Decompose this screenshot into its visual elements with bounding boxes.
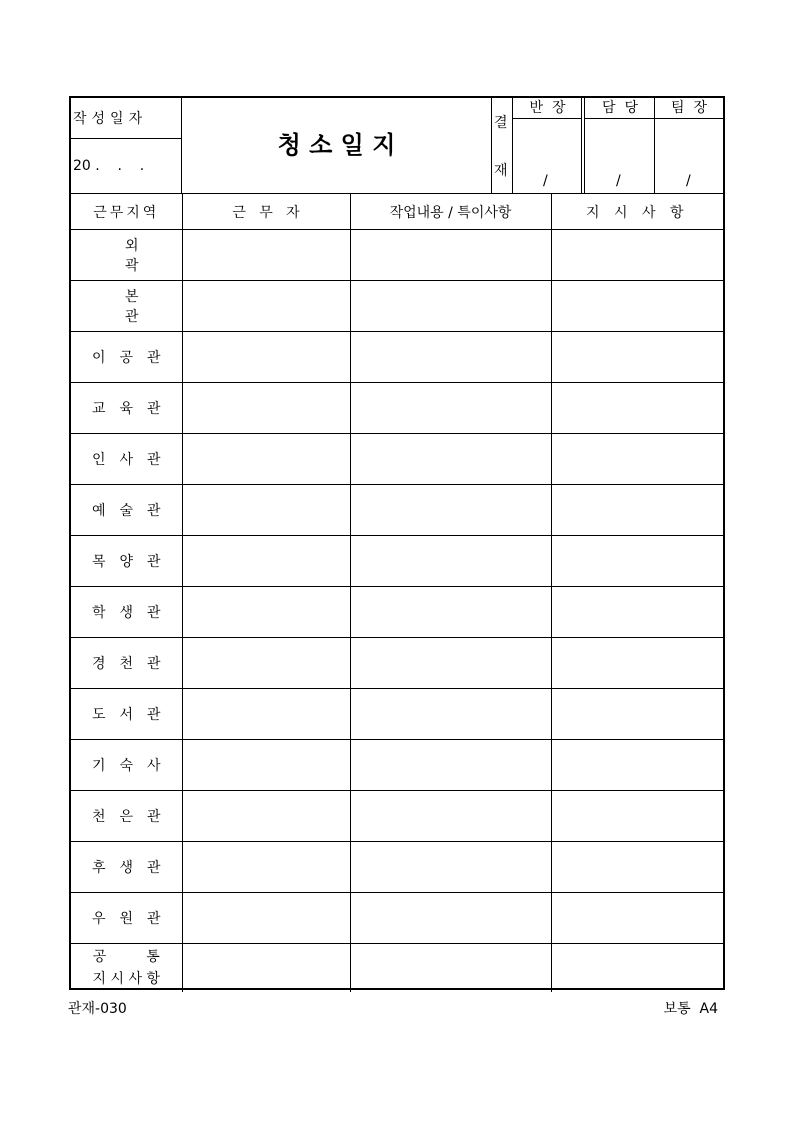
table-row <box>71 281 723 332</box>
worker-cell[interactable] <box>182 485 350 536</box>
work-notes-cell[interactable] <box>350 536 551 587</box>
table-row <box>71 230 723 281</box>
paper-size: 보통 A4 <box>663 1001 718 1017</box>
worker-cell[interactable] <box>182 893 350 944</box>
approver-date: / <box>616 173 621 189</box>
worker-cell[interactable] <box>182 944 350 993</box>
worker-cell[interactable] <box>182 332 350 383</box>
instructions-cell[interactable] <box>551 638 723 689</box>
region-cell: 교육관 <box>71 383 182 434</box>
approver-manager <box>585 98 655 193</box>
work-notes-cell[interactable] <box>350 281 551 332</box>
worker-cell[interactable] <box>182 383 350 434</box>
worker-cell[interactable] <box>182 281 350 332</box>
instructions-cell[interactable] <box>551 485 723 536</box>
work-notes-cell[interactable] <box>350 689 551 740</box>
common-instructions-label: 공 통 지 시 사 항 <box>71 944 182 993</box>
instructions-cell[interactable] <box>551 230 723 281</box>
worker-cell[interactable] <box>182 740 350 791</box>
form-code: 관재-030 <box>68 1001 127 1017</box>
worker-cell[interactable] <box>182 791 350 842</box>
work-notes-cell[interactable] <box>350 842 551 893</box>
table-row <box>71 383 723 434</box>
region-cell: 외곽 <box>71 230 182 281</box>
table-row <box>71 587 723 638</box>
instructions-cell[interactable] <box>551 281 723 332</box>
table-row <box>71 638 723 689</box>
worker-cell[interactable] <box>182 434 350 485</box>
work-notes-cell[interactable] <box>350 638 551 689</box>
work-notes-cell[interactable] <box>350 383 551 434</box>
approver-role: 반 장 <box>513 98 582 119</box>
instructions-cell[interactable] <box>551 740 723 791</box>
instructions-cell[interactable] <box>551 332 723 383</box>
approver-role: 팀 장 <box>655 98 723 119</box>
worker-cell[interactable] <box>182 536 350 587</box>
page-title: 청 소 일 지 <box>182 98 492 193</box>
region-cell: 이공관 <box>71 332 182 383</box>
table-row <box>71 332 723 383</box>
work-notes-cell[interactable] <box>350 944 551 993</box>
worker-cell[interactable] <box>182 638 350 689</box>
form-header <box>71 98 723 193</box>
table-row <box>71 791 723 842</box>
region-cell: 천은관 <box>71 791 182 842</box>
approver-date: / <box>543 173 548 189</box>
column-header-instructions: 지 시 사 항 <box>551 194 723 230</box>
table-row <box>71 485 723 536</box>
approval-label: 결 재 <box>492 98 513 193</box>
date-value: 20 . . . <box>73 158 145 174</box>
region-cell: 후생관 <box>71 842 182 893</box>
region-cell: 목양관 <box>71 536 182 587</box>
cleaning-table <box>71 193 723 992</box>
instructions-cell[interactable] <box>551 842 723 893</box>
worker-cell[interactable] <box>182 587 350 638</box>
instructions-cell[interactable] <box>551 791 723 842</box>
region-cell: 기숙사 <box>71 740 182 791</box>
work-notes-cell[interactable] <box>350 332 551 383</box>
work-notes-cell[interactable] <box>350 230 551 281</box>
approver-role: 담 당 <box>585 98 655 119</box>
date-block <box>71 98 182 193</box>
worker-cell[interactable] <box>182 230 350 281</box>
instructions-cell[interactable] <box>551 536 723 587</box>
column-header-worker: 근 무 자 <box>182 194 350 230</box>
worker-cell[interactable] <box>182 689 350 740</box>
instructions-cell[interactable] <box>551 587 723 638</box>
instructions-cell[interactable] <box>551 689 723 740</box>
region-cell: 경천관 <box>71 638 182 689</box>
work-notes-cell[interactable] <box>350 587 551 638</box>
column-header-work-notes: 작업내용 / 특이사항 <box>350 194 551 230</box>
work-notes-cell[interactable] <box>350 740 551 791</box>
approver-date: / <box>686 173 691 189</box>
approver-director <box>655 98 723 193</box>
table-row <box>71 434 723 485</box>
table-row <box>71 842 723 893</box>
table-row <box>71 536 723 587</box>
region-cell: 본관 <box>71 281 182 332</box>
approver-team-leader <box>513 98 582 193</box>
column-header-region: 근무지역 <box>71 194 182 230</box>
instructions-cell[interactable] <box>551 383 723 434</box>
cleaning-log-form <box>69 96 725 990</box>
work-notes-cell[interactable] <box>350 791 551 842</box>
region-cell: 학생관 <box>71 587 182 638</box>
date-label: 작성일자 <box>73 111 148 127</box>
instructions-cell[interactable] <box>551 434 723 485</box>
table-header-row <box>71 194 723 230</box>
table-row <box>71 689 723 740</box>
instructions-cell[interactable] <box>551 893 723 944</box>
region-cell: 예술관 <box>71 485 182 536</box>
work-notes-cell[interactable] <box>350 434 551 485</box>
instructions-cell[interactable] <box>551 944 723 993</box>
table-row <box>71 740 723 791</box>
table-row-common-instructions <box>71 944 723 993</box>
table-row <box>71 893 723 944</box>
work-notes-cell[interactable] <box>350 485 551 536</box>
work-notes-cell[interactable] <box>350 893 551 944</box>
region-cell: 인사관 <box>71 434 182 485</box>
region-cell: 우원관 <box>71 893 182 944</box>
region-cell: 도서관 <box>71 689 182 740</box>
worker-cell[interactable] <box>182 842 350 893</box>
